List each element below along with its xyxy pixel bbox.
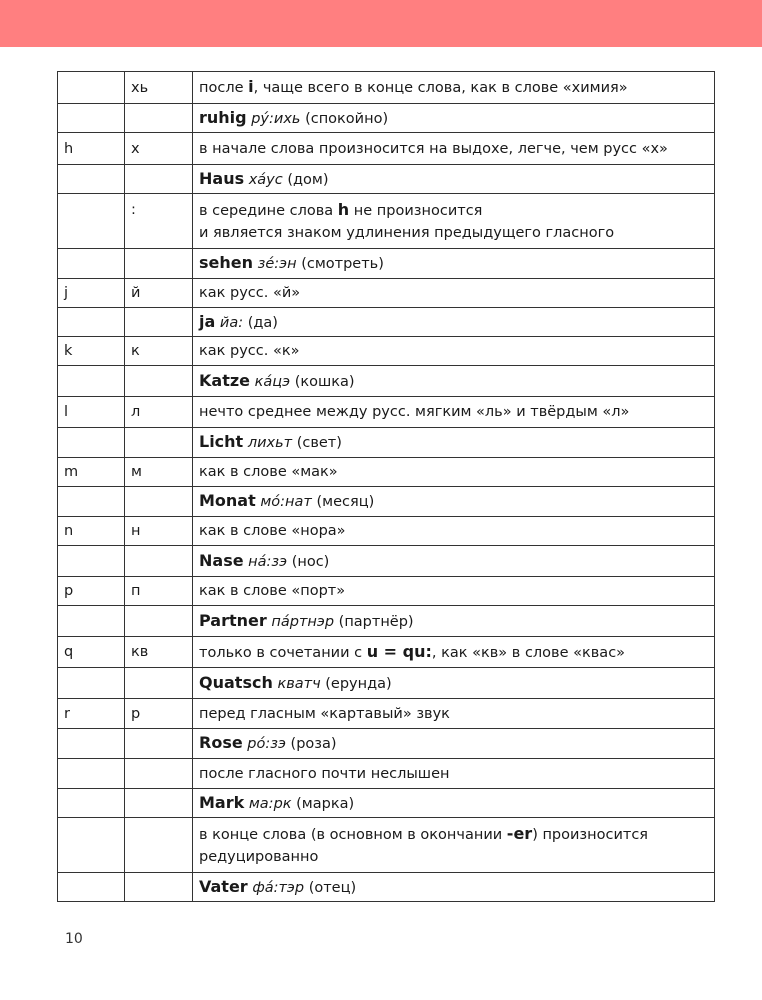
example-cell: [193, 104, 715, 133]
description-bold-part: -er: [506, 824, 533, 843]
sound-cell: [125, 789, 193, 818]
example-cell: [193, 873, 715, 902]
example-translation: (да): [247, 314, 278, 331]
description-text-part: как в слове «нора»: [199, 523, 346, 539]
example-transcription: ха́ус: [248, 171, 283, 188]
example-word: Vater: [199, 876, 248, 896]
description-text-part: как русс. «к»: [199, 343, 300, 359]
example-cell: [193, 428, 715, 458]
table-row: [58, 668, 715, 699]
letter-cell: k: [58, 337, 125, 366]
sound-cell: [125, 729, 193, 759]
description-cell: [193, 337, 715, 366]
letter-cell: n: [58, 517, 125, 546]
sound-cell: [125, 818, 193, 873]
table-row: [58, 458, 715, 487]
description-bold-part: h: [337, 200, 350, 219]
description-text-part: в середине слова: [199, 203, 338, 219]
letter-cell: [58, 308, 125, 337]
sound-cell: кв: [125, 637, 193, 668]
sound-cell: [125, 249, 193, 279]
letter-cell: l: [58, 397, 125, 428]
sound-cell: [125, 487, 193, 517]
example-cell: [193, 249, 715, 279]
description-text-part: , как «кв» в слове «квас»: [431, 644, 626, 661]
description-cell: [193, 194, 715, 249]
letter-cell: m: [58, 458, 125, 487]
example-transcription: на́:зэ: [248, 553, 288, 570]
example-word: Nase: [199, 550, 244, 570]
example-cell: [193, 165, 715, 194]
table-row: [58, 279, 715, 308]
table-row: [58, 194, 715, 249]
table-row: [58, 517, 715, 546]
example-transcription: кватч: [277, 675, 321, 692]
example-cell: [193, 729, 715, 759]
example-translation: (спокойно): [305, 110, 389, 127]
table-row: [58, 699, 715, 729]
letter-cell: r: [58, 699, 125, 729]
letter-cell: [58, 668, 125, 699]
description-cell: [193, 637, 715, 668]
sound-cell: п: [125, 577, 193, 606]
sound-cell: й: [125, 279, 193, 308]
sound-cell: [125, 308, 193, 337]
example-word: Quatsch: [199, 672, 273, 692]
sound-cell: [125, 546, 193, 577]
table-row: [58, 133, 715, 165]
letter-cell: [58, 729, 125, 759]
page-number: 10: [65, 931, 83, 947]
example-cell: [193, 366, 715, 397]
description-text-part: , чаще всего в конце слова, как в слове «химия»: [253, 80, 628, 96]
example-transcription: лихьт: [247, 435, 293, 451]
description-text-part: как в слове «мак»: [199, 464, 338, 480]
table-row: [58, 104, 715, 133]
letter-cell: q: [58, 637, 125, 668]
example-transcription: зе́:эн: [257, 256, 297, 272]
example-transcription: йа:: [219, 314, 244, 331]
example-transcription: фа́:тэр: [252, 879, 305, 896]
example-cell: [193, 308, 715, 337]
description-text-part: ) произносится: [532, 827, 649, 843]
description-bold-part: i: [248, 77, 254, 96]
example-word: Monat: [199, 491, 256, 510]
description-text-part: в начале слова произносится на выдохе, легче, чем русс «х»: [199, 140, 668, 157]
description-cell: [193, 458, 715, 487]
letter-cell: p: [58, 577, 125, 606]
example-word: Partner: [199, 610, 267, 630]
table-row: [58, 308, 715, 337]
example-translation: (отец): [308, 879, 357, 896]
sound-cell: л: [125, 397, 193, 428]
example-transcription: ро́:зэ: [247, 736, 286, 752]
pronunciation-table: [57, 71, 715, 902]
example-translation: (кошка): [294, 373, 355, 390]
table-row: [58, 577, 715, 606]
example-translation: (смотреть): [301, 256, 384, 272]
sound-cell: к: [125, 337, 193, 366]
letter-cell: [58, 249, 125, 279]
example-word: Katze: [199, 370, 251, 390]
sound-cell: х: [125, 133, 193, 165]
table-row: [58, 72, 715, 104]
example-transcription: па́ртнэр: [271, 613, 335, 630]
example-word: ja: [199, 311, 216, 331]
description-cell: [193, 818, 715, 873]
description-text-part: и является знаком удлинения предыдущего гласного: [199, 225, 615, 241]
description-cell: [193, 133, 715, 165]
description-text-part: как в слове «порт»: [199, 583, 346, 599]
example-transcription: ма:рк: [248, 795, 292, 812]
letter-cell: [58, 428, 125, 458]
description-text-part: только в сочетании с: [199, 644, 367, 661]
sound-cell: н: [125, 517, 193, 546]
sound-cell: [125, 366, 193, 397]
description-cell: [193, 279, 715, 308]
table-row: [58, 428, 715, 458]
table-row: [58, 249, 715, 279]
table-row: [58, 759, 715, 789]
table-row: [58, 397, 715, 428]
description-cell: [193, 397, 715, 428]
letter-cell: [58, 366, 125, 397]
sound-cell: [125, 428, 193, 458]
example-word: ruhig: [199, 107, 247, 127]
sound-cell: [125, 668, 193, 699]
sound-cell: м: [125, 458, 193, 487]
letter-cell: [58, 789, 125, 818]
table-row: [58, 637, 715, 668]
table-row: [58, 487, 715, 517]
example-translation: (дом): [287, 171, 329, 188]
example-cell: [193, 668, 715, 699]
description-cell: [193, 699, 715, 729]
letter-cell: [58, 72, 125, 104]
example-transcription: мо́:нат: [260, 494, 312, 510]
letter-cell: [58, 546, 125, 577]
sound-cell: :: [125, 194, 193, 249]
example-translation: (партнёр): [338, 613, 414, 630]
example-translation: (месяц): [316, 494, 375, 510]
sound-cell: [125, 759, 193, 789]
example-translation: (нос): [291, 553, 330, 570]
letter-cell: h: [58, 133, 125, 165]
letter-cell: [58, 759, 125, 789]
description-text-part: перед гласным «картавый» звук: [199, 705, 450, 722]
example-translation: (свет): [296, 435, 342, 451]
letter-cell: [58, 487, 125, 517]
sound-cell: [125, 873, 193, 902]
example-cell: [193, 546, 715, 577]
table-row: [58, 366, 715, 397]
example-translation: (ерунда): [325, 675, 392, 692]
description-text-part: не произносится: [349, 203, 483, 219]
example-transcription: ка́цэ: [254, 373, 291, 390]
description-cell: [193, 72, 715, 104]
example-word: Rose: [199, 733, 243, 752]
letter-cell: [58, 606, 125, 637]
example-word: sehen: [199, 253, 254, 272]
table-row: [58, 818, 715, 873]
letter-cell: [58, 104, 125, 133]
table-row: [58, 546, 715, 577]
letter-cell: [58, 165, 125, 194]
sound-cell: р: [125, 699, 193, 729]
sound-cell: [125, 165, 193, 194]
sound-cell: [125, 606, 193, 637]
description-cell: [193, 759, 715, 789]
example-word: Haus: [199, 168, 245, 188]
top-header-band: [0, 0, 762, 47]
letter-cell: [58, 873, 125, 902]
table-row: [58, 873, 715, 902]
example-cell: [193, 606, 715, 637]
letter-cell: [58, 818, 125, 873]
table-row: [58, 789, 715, 818]
description-cell: [193, 577, 715, 606]
table-row: [58, 729, 715, 759]
example-cell: [193, 487, 715, 517]
letter-cell: [58, 194, 125, 249]
sound-cell: [125, 104, 193, 133]
description-text-part: после гласного почти неслышен: [199, 765, 450, 782]
example-transcription: ру́:ихь: [251, 110, 301, 127]
description-text-part: в конце слова (в основном в окончании: [199, 827, 507, 843]
example-word: Licht: [199, 432, 244, 451]
sound-cell: хь: [125, 72, 193, 104]
table-row: [58, 337, 715, 366]
example-word: Mark: [199, 792, 245, 812]
example-translation: (роза): [290, 736, 337, 752]
letter-cell: j: [58, 279, 125, 308]
description-text-part: после: [199, 80, 249, 96]
description-text-part: редуцированно: [199, 849, 319, 865]
example-cell: [193, 789, 715, 818]
description-text-part: как русс. «й»: [199, 285, 301, 301]
table-row: [58, 606, 715, 637]
description-bold-part: u = qu:: [366, 641, 432, 661]
table-row: [58, 165, 715, 194]
description-text-part: нечто среднее между русс. мягким «ль» и твёрдым «л»: [199, 404, 630, 420]
description-cell: [193, 517, 715, 546]
example-translation: (марка): [296, 795, 355, 812]
